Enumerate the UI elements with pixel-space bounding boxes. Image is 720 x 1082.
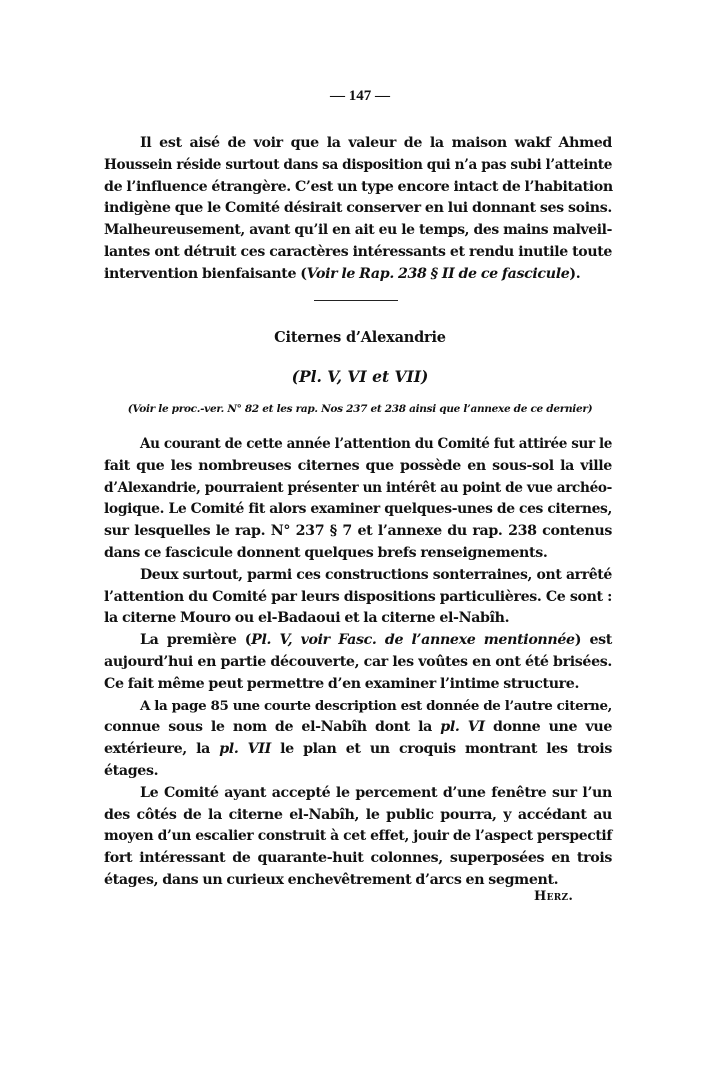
section-title: Citernes d’Alexandrie bbox=[274, 329, 446, 346]
text-line: l’attention du Comité par leurs dispositions particulières. Ce sont : bbox=[104, 588, 612, 605]
page-number: — 147 — bbox=[330, 88, 390, 104]
text-line: La première (Pl. V, voir Fasc. de l’annexe mentionnée) est bbox=[140, 632, 612, 649]
text-line: dans ce fascicule donnent quelques brefs renseignements. bbox=[104, 544, 548, 561]
paragraph-wakf-ahmed-houssein bbox=[104, 133, 612, 286]
cross-reference: Voir le Rap. 238 § II de ce fascicule bbox=[306, 265, 570, 282]
section-citernes-body bbox=[104, 434, 612, 892]
text-line: étages, dans un curieux enchevêtrement d’arcs en segment. bbox=[104, 871, 559, 888]
text-line: connue sous le nom de el-Nabîh dont la pl. VI donne une vue bbox=[104, 719, 613, 736]
text-line: la citerne Mouro ou el-Badaoui et la citerne el-Nabîh. bbox=[104, 610, 510, 627]
text-line: A la page 85 une courte description est donnée de l’autre citerne, bbox=[140, 697, 612, 714]
text-line: Ce fait même peut permettre d’en examiner l’intime structure. bbox=[104, 675, 580, 692]
text-line: Le Comité ayant accepté le percement d’une fenêtre sur l’un bbox=[140, 784, 612, 801]
text-line: Malheureusement, avant qu’il en ait eu le temps, des mains malveil- bbox=[104, 222, 612, 239]
text-line: sur lesquelles le rap. N° 237 § 7 et l’annexe du rap. 238 contenus bbox=[104, 523, 612, 540]
text-line: moyen d’un escalier construit à cet effet, jouir de l’aspect perspectif bbox=[104, 828, 612, 845]
text-line: de l’influence étrangère. C’est un type encore intact de l’habitation bbox=[104, 178, 613, 195]
text-line: Au courant de cette année l’attention du Comité fut attirée sur le bbox=[140, 436, 612, 452]
plate-reference: Pl. V, voir Fasc. de l’annexe mentionnée bbox=[251, 632, 575, 649]
text-line: Houssein réside surtout dans sa disposition qui n’a pas subi l’atteinte bbox=[104, 156, 612, 173]
author-signature: Herz. bbox=[534, 889, 574, 904]
plate-reference: pl. VII bbox=[219, 741, 271, 758]
text-line: étages. bbox=[104, 762, 159, 779]
source-reference-note: (Voir le proc.-ver. N° 82 et les rap. Nos 237 et 238 ainsi que l’annexe de ce dernier) bbox=[127, 403, 593, 415]
text-line: indigène que le Comité désirait conserver en lui donnant ses soins. bbox=[104, 200, 612, 217]
text-line: d’Alexandrie, pourraient présenter un intérêt au point de vue archéo- bbox=[104, 479, 612, 496]
text-line: fort intéressant de quarante-huit colonnes, superposées en trois bbox=[104, 850, 612, 867]
text-line: logique. Le Comité fit alors examiner quelques-unes de ces citernes, bbox=[104, 501, 612, 518]
plate-reference: pl. VI bbox=[440, 719, 485, 736]
text-line: fait que les nombreuses citernes que possède en sous-sol la ville bbox=[104, 457, 612, 474]
text-line: extérieure, la pl. VII le plan et un croquis montrant les trois bbox=[104, 741, 612, 758]
plates-reference: (Pl. V, VI et VII) bbox=[291, 367, 429, 386]
text-line: Il est aisé de voir que la valeur de la maison wakf Ahmed bbox=[140, 135, 612, 151]
text-line: aujourd’hui en partie découverte, car les voûtes en ont été brisées. bbox=[104, 653, 612, 670]
text-line: des côtés de la citerne el-Nabîh, le public pourra, y accédant au bbox=[104, 806, 612, 823]
text-line: intervention bienfaisante (Voir le Rap. 238 § II de ce fascicule). bbox=[104, 265, 581, 282]
section-divider bbox=[314, 300, 398, 301]
text-line: lantes ont détruit ces caractères intéressants et rendu inutile toute bbox=[104, 243, 612, 260]
text-line: Deux surtout, parmi ces constructions sonterraines, ont arrêté bbox=[140, 566, 612, 583]
